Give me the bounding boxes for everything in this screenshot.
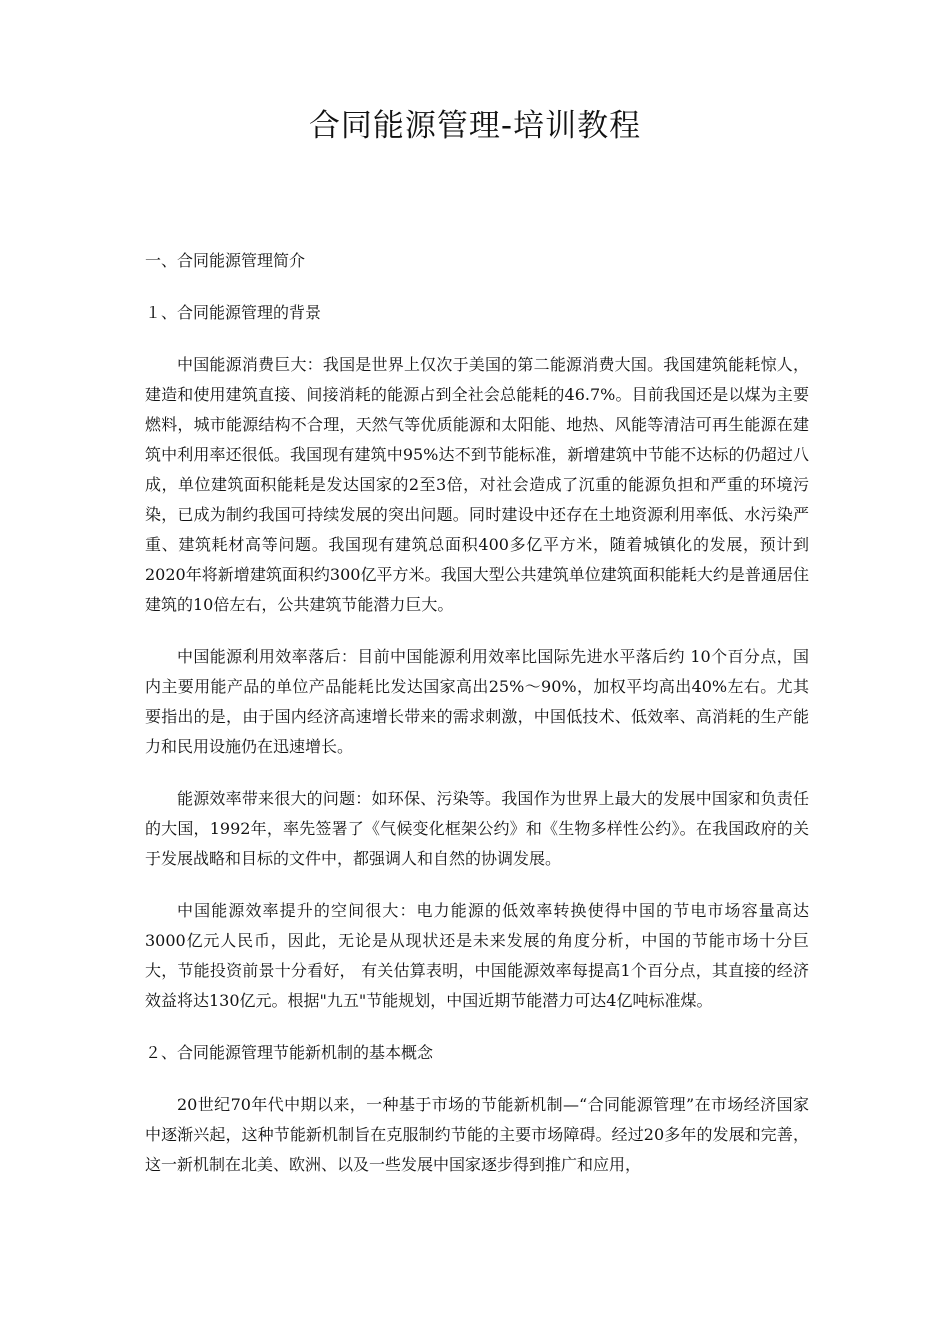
document-title: 合同能源管理-培训教程	[308, 108, 642, 144]
document-body	[145, 246, 809, 1202]
section-heading: 一、合同能源管理简介	[145, 251, 306, 270]
body-paragraph: 中国能源消费巨大：我国是世界上仅次于美国的第二能源消费大国。我国建筑能耗惊人，建造和使用建筑直接、间接消耗的能源占到全社会总能耗的46.7%。目前我国还是以煤为主要燃料，城市能源结构不合理，天然气等优质能源和太阳能、地热、风能等清洁可再生能源在建筑中利用率还很低。我国现有建筑中95%达不到节能标准，新增建筑中节能不达标的仍超过八成，单位建筑面积能耗是发达国家的2至3倍，对社会造成了沉重的能源负担和严重的环境污染，已成为制约我国可持续发展的突出问题。同时建设中还存在土地资源利用率低、水污染严重、建筑耗材高等问题。我国现有建筑总面积400多亿平方米，随着城镇化的发展，预计到2020年将新增建筑面积约300亿平方米。我国大型公共建筑单位建筑面积能耗大约是普通居住建筑的10倍左右，公共建筑节能潜力巨大。	[145, 355, 809, 614]
body-paragraph: 中国能源利用效率落后：目前中国能源利用效率比国际先进水平落后约 10个百分点，国内主要用能产品的单位产品能耗比发达国家高出25%～90%，加权平均高出40%左右。尤其要指出的是，由于国内经济高速增长带来的需求刺激，中国低技术、低效率、高消耗的生产能力和民用设施仍在迅速增长。	[145, 647, 809, 756]
subsection-heading: ２、合同能源管理节能新机制的基本概念	[145, 1043, 434, 1062]
subsection-heading: １、合同能源管理的背景	[145, 303, 322, 322]
body-paragraph: 20世纪70年代中期以来，一种基于市场的节能新机制—“合同能源管理”在市场经济国家中逐渐兴起，这种节能新机制旨在克服制约节能的主要市场障碍。经过20多年的发展和完善，这一新机制在北美、欧洲、以及一些发展中国家逐步得到推广和应用，	[145, 1095, 809, 1174]
body-paragraph: 能源效率带来很大的问题：如环保、污染等。我国作为世界上最大的发展中国家和负责任的大国，1992年，率先签署了《气候变化框架公约》和《生物多样性公约》。在我国政府的关于发展战略和目标的文件中，都强调人和自然的协调发展。	[145, 789, 809, 868]
body-paragraph: 中国能源效率提升的空间很大：电力能源的低效率转换使得中国的节电市场容量高达3000亿元人民币，因此，无论是从现状还是未来发展的角度分析，中国的节能市场十分巨大，节能投资前景十分看好， 有关估算表明，中国能源效率每提高1个百分点，其直接的经济效益将达130亿元。根据"九五"节能规划，中国近期节能潜力可达4亿吨标准煤。	[145, 901, 809, 1010]
